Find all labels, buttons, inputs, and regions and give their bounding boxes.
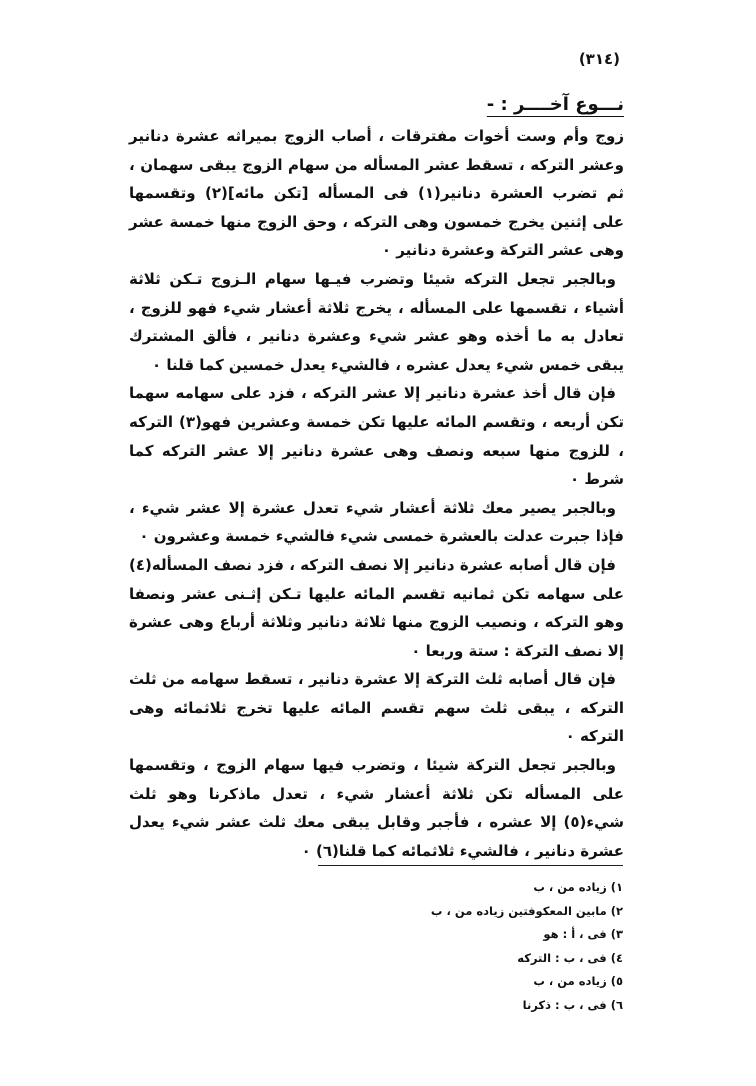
footnote-item: ٥) زياده من ، ب <box>533 974 623 989</box>
paragraph: فإن قال أصابه ثلث التركة إلا عشرة دنانير ، تسقط سهامه من ثلث التركه ، يبقى ثلث سهم تقسم المائه عليها تخرج ثلاثمائه وهى التركه ٠ <box>129 670 624 746</box>
section-title: نـــوع آخــــر : - <box>486 94 624 115</box>
paragraph: وبالجبر يصير معك ثلاثة أعشار شيء تعدل عشرة إلا عشر شيء ، فإذا جبرت عدلت بالعشرة خمسى شيء فالشيء خمسة وعشرون ٠ <box>129 498 624 546</box>
footnote-item: ٢) مابين المعكوفتين زياده من ، ب <box>430 903 623 918</box>
main-text <box>129 88 624 865</box>
footnote-divider <box>318 865 623 866</box>
page-number: (٣١٤) <box>578 50 620 68</box>
paragraph: زوج وأم وست أخوات مفترقات ، أصاب الزوج بميراثه عشرة دنانير وعشر التركه ، تسقط عشر المسأله من سهام الزوج يبقى سهمان ، ثم تضرب العشرة دنانير(١) فى المسأله [تكن مائه](٢) وتقسمها على إثنين يخرج خمسون وهى التركه ، وحق الزوج منها خمسة عشر وهى عشر التركة وعشرة دنانير ٠ <box>129 127 624 260</box>
footnote-item: ٤) فى ، ب : التركه <box>517 950 623 965</box>
paragraph: فإن قال أصابه عشرة دنانير إلا نصف التركه ، فزد نصف المسأله(٤) على سهامه تكن ثمانيه تقسم المائه عليها تـكن إثـنى عشر ونصفا وهو التركه ، ونصيب الزوج منها ثلاثة دنانير وثلاثة أرباع وهى عشرة إلا نصف التركة : ستة وربعا ٠ <box>129 555 624 660</box>
footnote-item: ٦) فى ، ب : ذكرنا <box>522 997 623 1012</box>
footnote-item: ٣) فى ، أ : هو <box>543 927 623 942</box>
paragraph: فإن قال أخذ عشرة دنانير إلا عشر التركه ، فزد على سهامه سهما تكن أربعه ، وتقسم المائه عليها تكن خمسة وعشرين فهو(٣) التركه ، للزوج منها سبعه ونصف وهى عشرة دنانير إلا عشر التركه كما شرط ٠ <box>129 384 624 489</box>
footnotes-list <box>323 876 623 1018</box>
footnote-item: ١) زياده من ، ب <box>533 880 623 894</box>
paragraph: وبالجبر تجعل التركه شيئا وتضرب فيـها سهام الـزوج تـكن ثلاثة أشياء ، تقسمها على المسأله ، يخرج ثلاثة أعشار شيء فهو للزوج ، تعادل به ما أخذه وهو عشر شيء وعشرة دنانير ، فألق المشترك يبقى خمس شيء يعدل عشره ، فالشيء يعدل خمسين كما قلنا ٠ <box>129 269 624 374</box>
paragraph: وبالجبر تجعل التركة شيئا ، وتضرب فيها سهام الزوج ، وتقسمها على المسأله تكن ثلاثة أعشار شيء ، تعدل ماذكرنا وهو ثلث شيء(٥) إلا عشره ، فأجبر وقابل يبقى معك ثلث عشر شيء يعدل عشرة دنانير ، فالشيء ثلاثمائه كما قلنا(٦) ٠ <box>129 756 624 860</box>
